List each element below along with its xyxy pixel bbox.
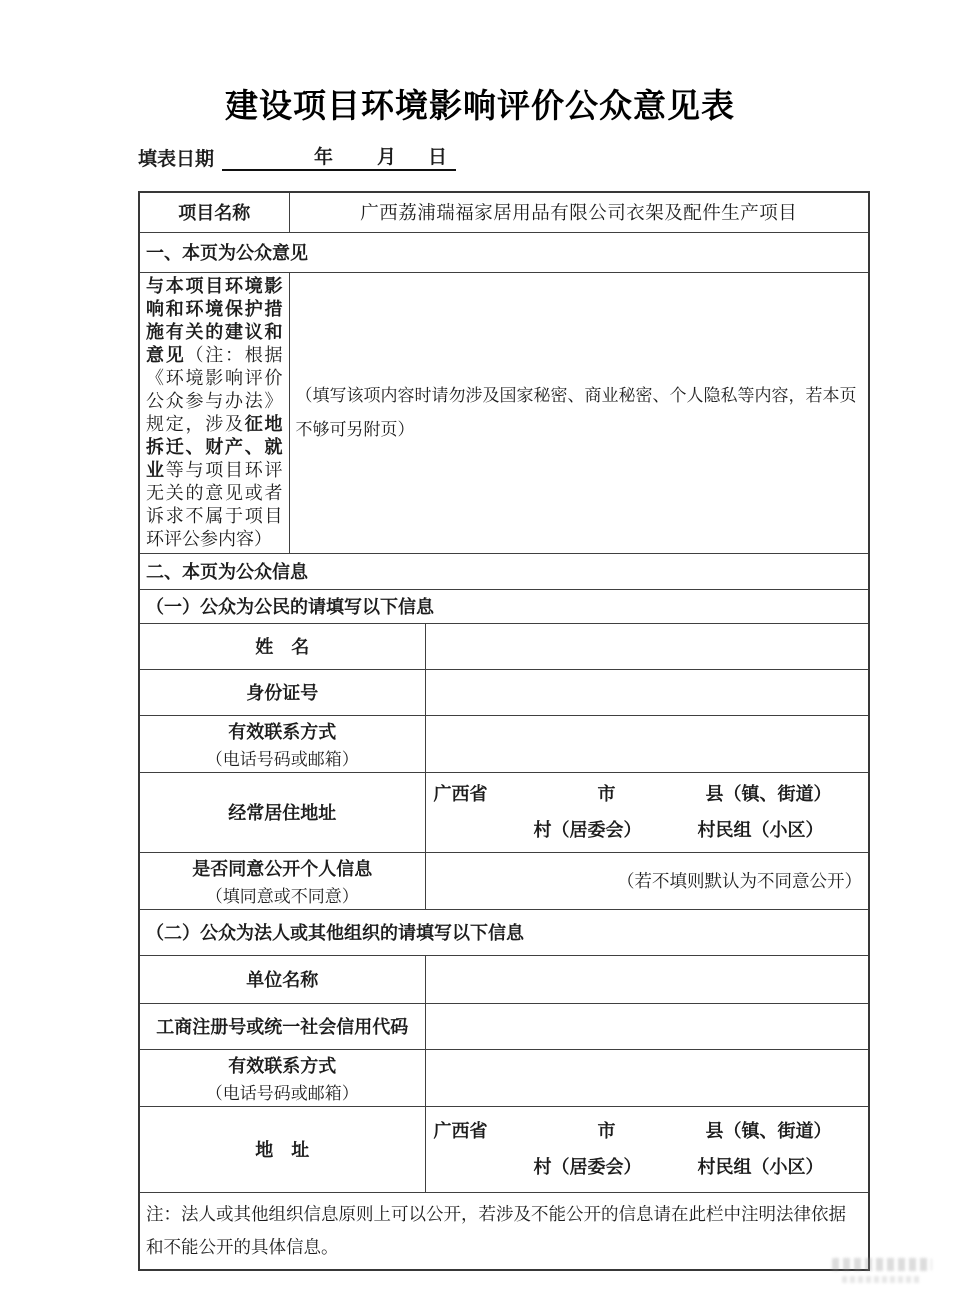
opinion-label-bold-1: 与本项目环境影响和环境保护措施有关的建议和意见 [146, 275, 283, 365]
city-label: 市 [597, 784, 616, 804]
registration-number-input-cell[interactable] [425, 1003, 869, 1049]
org-name-input-cell[interactable] [425, 955, 869, 1003]
org-contact-row [139, 1049, 869, 1106]
opinion-privacy-note: （填写该项内容时请勿涉及国家秘密、商业秘密、个人隐私等内容，若本页不够可另附页） [295, 386, 857, 439]
section2-header: 二、本页为公众信息 [139, 553, 869, 589]
form-title: 建设项目环境影响评价公众意见表 [225, 89, 735, 125]
fill-date-label: 填表日期 [138, 149, 215, 170]
scan-watermark-line2 [842, 1276, 920, 1283]
registration-number-label: 工商注册号或统一社会信用代码 [139, 1003, 425, 1049]
residence-address-row [139, 772, 869, 852]
org-county-label: 县（镇、街道） [705, 1121, 832, 1141]
citizen-subsection-header: （一）公众为公民的请填写以下信息 [139, 589, 869, 623]
org-city-label: 市 [597, 1121, 616, 1141]
fill-date-line [138, 141, 960, 171]
opinion-label-normal-2: 等与项目环评无关的意见或者诉求不属于项目环评公参内容） [146, 459, 283, 549]
section2-header-row [139, 553, 869, 589]
fill-date-blank[interactable] [222, 143, 456, 171]
residence-address-line2 [432, 817, 863, 843]
village-label: 村（居委会） [533, 820, 642, 840]
opinion-label [139, 272, 289, 553]
org-name-label: 单位名称 [139, 955, 425, 1003]
county-label: 县（镇、街道） [705, 784, 832, 804]
consent-label-main: 是否同意公开个人信息 [192, 858, 373, 879]
org-contact-label-main: 有效联系方式 [228, 1055, 337, 1076]
org-province-label: 广西省 [433, 1121, 488, 1141]
opinion-input-cell[interactable] [289, 272, 869, 553]
org-address-label: 地 址 [139, 1106, 425, 1192]
project-name-label: 项目名称 [139, 192, 289, 232]
name-input-cell[interactable] [425, 623, 869, 669]
footnote-text: 注：法人或其他组织信息原则上可以公开，若涉及不能公开的信息请在此栏中注明法律依据和不能公开的具体信息。 [139, 1192, 869, 1270]
date-day-label: 日 [428, 147, 448, 168]
residence-address-input-cell[interactable] [425, 772, 869, 852]
org-name-row [139, 955, 869, 1003]
organization-subsection-row [139, 909, 869, 955]
registration-number-row [139, 1003, 869, 1049]
consent-default-note: （若不填则默认为不同意公开） [617, 871, 863, 891]
date-month-label: 月 [377, 147, 397, 168]
organization-subsection-header: （二）公众为法人或其他组织的请填写以下信息 [139, 909, 869, 955]
consent-sublabel: （填同意或不同意） [205, 886, 359, 906]
name-label: 姓 名 [139, 623, 425, 669]
consent-label [139, 852, 425, 909]
province-label: 广西省 [433, 784, 488, 804]
id-number-label: 身份证号 [139, 669, 425, 715]
org-contact-label [139, 1049, 425, 1106]
id-number-input-cell[interactable] [425, 669, 869, 715]
citizen-contact-input-cell[interactable] [425, 715, 869, 772]
id-number-row [139, 669, 869, 715]
residence-address-line1 [432, 781, 863, 807]
org-address-row [139, 1106, 869, 1192]
section1-header: 一、本页为公众意见 [139, 232, 869, 272]
opinion-label-bold-2: 征地拆迁、财产、就业 [146, 413, 283, 480]
section1-header-row [139, 232, 869, 272]
residence-address-label: 经常居住地址 [139, 772, 425, 852]
opinion-row [139, 272, 869, 553]
project-name-row [139, 192, 869, 232]
consent-row [139, 852, 869, 909]
citizen-contact-sublabel: （电话号码或邮箱） [205, 749, 359, 769]
org-address-line1 [432, 1118, 863, 1144]
name-row [139, 623, 869, 669]
citizen-contact-label [139, 715, 425, 772]
footnote-row [139, 1192, 869, 1270]
opinion-form-table [138, 191, 870, 1271]
group-label: 村民组（小区） [697, 820, 824, 840]
citizen-contact-row [139, 715, 869, 772]
citizen-contact-label-main: 有效联系方式 [228, 721, 337, 742]
org-village-label: 村（居委会） [533, 1157, 642, 1177]
org-group-label: 村民组（小区） [697, 1157, 824, 1177]
consent-input-cell[interactable] [425, 852, 869, 909]
opinion-label-normal-1: （注：根据《环境影响评价公众参与办法》规定，涉及 [146, 344, 283, 434]
project-name-value: 广西荔浦瑞福家居用品有限公司衣架及配件生产项目 [289, 192, 869, 232]
org-contact-input-cell[interactable] [425, 1049, 869, 1106]
org-address-input-cell[interactable] [425, 1106, 869, 1192]
org-address-line2 [432, 1154, 863, 1180]
org-contact-sublabel: （电话号码或邮箱） [205, 1083, 359, 1103]
date-year-label: 年 [314, 147, 334, 168]
citizen-subsection-row [139, 589, 869, 623]
